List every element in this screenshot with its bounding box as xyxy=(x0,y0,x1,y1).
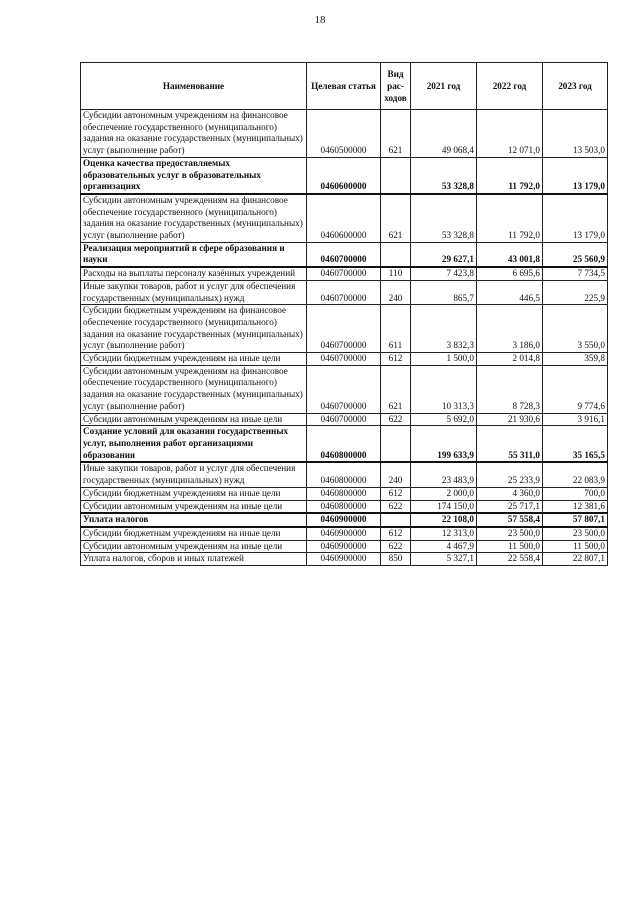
row-vr: 622 xyxy=(381,500,411,513)
row-2021: 199 633,9 xyxy=(411,426,477,463)
row-code: 0460900000 xyxy=(307,540,381,553)
row-2021: 174 150,0 xyxy=(411,500,477,513)
row-2023: 22 807,1 xyxy=(543,553,608,566)
table-row xyxy=(81,513,608,527)
row-2022: 22 558,4 xyxy=(477,553,543,566)
row-vr: 612 xyxy=(381,353,411,366)
row-2022: 6 695,6 xyxy=(477,267,543,280)
table-row xyxy=(81,267,608,280)
row-2021: 29 627,1 xyxy=(411,242,477,267)
row-2023: 9 774,6 xyxy=(543,365,608,413)
row-vr xyxy=(381,157,411,194)
row-2021: 5 692,0 xyxy=(411,413,477,426)
table-row xyxy=(81,462,608,487)
row-2021: 49 068,4 xyxy=(411,110,477,158)
row-2023: 13 503,0 xyxy=(543,110,608,158)
row-vr: 110 xyxy=(381,267,411,280)
row-name: Субсидии автономным учреждениям на иные цели xyxy=(81,540,307,553)
row-2021: 865,7 xyxy=(411,280,477,304)
row-code: 0460800000 xyxy=(307,462,381,487)
page-number: 18 xyxy=(314,14,326,26)
budget-table xyxy=(80,62,608,566)
row-vr: 240 xyxy=(381,280,411,304)
row-2022: 4 360,0 xyxy=(477,487,543,500)
table-row xyxy=(81,280,608,304)
row-vr xyxy=(381,513,411,527)
row-vr xyxy=(381,242,411,267)
header-vr: Вид рас-ходов xyxy=(381,63,411,110)
row-name: Создание условий для оказания государственных услуг, выполнения работ организациями образования xyxy=(81,426,307,463)
table-row xyxy=(81,500,608,513)
row-code: 0460800000 xyxy=(307,500,381,513)
row-name: Расходы на выплаты персоналу казённых учреждений xyxy=(81,267,307,280)
row-vr: 611 xyxy=(381,305,411,353)
row-code: 0460700000 xyxy=(307,365,381,413)
table-row xyxy=(81,553,608,566)
header-2022: 2022 год xyxy=(477,63,543,110)
table-header-row xyxy=(81,63,608,110)
row-2023: 12 381,6 xyxy=(543,500,608,513)
row-vr: 612 xyxy=(381,487,411,500)
row-2022: 11 500,0 xyxy=(477,540,543,553)
row-code: 0460600000 xyxy=(307,194,381,242)
row-2023: 13 179,0 xyxy=(543,194,608,242)
row-2023: 7 734,5 xyxy=(543,267,608,280)
row-name: Субсидии бюджетным учреждениям на финансовое обеспечение государственного (муниципального) задания на оказание государственных (муниципальных) услуг (выполнение работ) xyxy=(81,305,307,353)
row-code: 0460800000 xyxy=(307,487,381,500)
row-vr: 622 xyxy=(381,540,411,553)
row-2022: 25 233,9 xyxy=(477,462,543,487)
table-row xyxy=(81,540,608,553)
row-name: Субсидии автономным учреждениям на финансовое обеспечение государственного (муниципального) задания на оказание государственных (муниципальных) услуг (выполнение работ) xyxy=(81,110,307,158)
row-name: Субсидии бюджетным учреждениям на иные цели xyxy=(81,487,307,500)
row-2023: 3 916,1 xyxy=(543,413,608,426)
row-vr: 850 xyxy=(381,553,411,566)
row-name: Субсидии автономным учреждениям на финансовое обеспечение государственного (муниципального) задания на оказание государственных (муниципальных) услуг (выполнение работ) xyxy=(81,194,307,242)
row-code: 0460900000 xyxy=(307,513,381,527)
row-name: Субсидии бюджетным учреждениям на иные цели xyxy=(81,353,307,366)
table-row xyxy=(81,242,608,267)
row-code: 0460800000 xyxy=(307,426,381,463)
header-name: Наименование xyxy=(81,63,307,110)
row-2022: 8 728,3 xyxy=(477,365,543,413)
table-row xyxy=(81,194,608,242)
row-2023: 359,8 xyxy=(543,353,608,366)
row-vr: 621 xyxy=(381,365,411,413)
row-2022: 12 071,0 xyxy=(477,110,543,158)
table-row xyxy=(81,426,608,463)
row-name: Реализация мероприятий в сфере образования и науки xyxy=(81,242,307,267)
row-name: Субсидии бюджетным учреждениям на иные цели xyxy=(81,527,307,540)
table-row xyxy=(81,110,608,158)
row-2021: 2 000,0 xyxy=(411,487,477,500)
row-2021: 53 328,8 xyxy=(411,157,477,194)
row-2022: 11 792,0 xyxy=(477,194,543,242)
row-2023: 225,9 xyxy=(543,280,608,304)
row-2023: 25 560,9 xyxy=(543,242,608,267)
header-2021: 2021 год xyxy=(411,63,477,110)
row-2022: 57 558,4 xyxy=(477,513,543,527)
row-2023: 3 550,0 xyxy=(543,305,608,353)
row-code: 0460700000 xyxy=(307,267,381,280)
row-name: Субсидии автономным учреждениям на финансовое обеспечение государственного (муниципального) задания на оказание государственных (муниципальных) услуг (выполнение работ) xyxy=(81,365,307,413)
row-2022: 25 717,1 xyxy=(477,500,543,513)
row-vr: 621 xyxy=(381,110,411,158)
row-vr xyxy=(381,426,411,463)
table-row xyxy=(81,353,608,366)
row-2021: 23 483,9 xyxy=(411,462,477,487)
row-2021: 7 423,8 xyxy=(411,267,477,280)
row-name: Оценка качества предоставляемых образовательных услуг в образовательных организациях xyxy=(81,157,307,194)
row-code: 0460700000 xyxy=(307,242,381,267)
row-2021: 5 327,1 xyxy=(411,553,477,566)
row-code: 0460600000 xyxy=(307,157,381,194)
row-2022: 55 311,0 xyxy=(477,426,543,463)
row-code: 0460700000 xyxy=(307,353,381,366)
row-vr: 612 xyxy=(381,527,411,540)
row-code: 0460900000 xyxy=(307,553,381,566)
row-vr: 622 xyxy=(381,413,411,426)
row-name: Уплата налогов, сборов и иных платежей xyxy=(81,553,307,566)
row-2021: 12 313,0 xyxy=(411,527,477,540)
row-2023: 11 500,0 xyxy=(543,540,608,553)
row-code: 0460700000 xyxy=(307,280,381,304)
row-2023: 700,0 xyxy=(543,487,608,500)
table-row xyxy=(81,527,608,540)
row-2021: 4 467,9 xyxy=(411,540,477,553)
table-row xyxy=(81,413,608,426)
row-2021: 22 108,0 xyxy=(411,513,477,527)
row-vr: 621 xyxy=(381,194,411,242)
row-name: Субсидии автономным учреждениям на иные цели xyxy=(81,500,307,513)
row-code: 0460700000 xyxy=(307,305,381,353)
row-code: 0460700000 xyxy=(307,413,381,426)
row-2022: 21 930,6 xyxy=(477,413,543,426)
row-name: Уплата налогов xyxy=(81,513,307,527)
row-2023: 35 165,5 xyxy=(543,426,608,463)
table-row xyxy=(81,487,608,500)
table-row xyxy=(81,305,608,353)
header-code: Целевая статья xyxy=(307,63,381,110)
row-2022: 43 001,8 xyxy=(477,242,543,267)
row-2022: 11 792,0 xyxy=(477,157,543,194)
row-vr: 240 xyxy=(381,462,411,487)
row-2021: 53 328,8 xyxy=(411,194,477,242)
table-row xyxy=(81,365,608,413)
row-2022: 2 014,8 xyxy=(477,353,543,366)
row-2021: 10 313,3 xyxy=(411,365,477,413)
table-row xyxy=(81,157,608,194)
row-name: Иные закупки товаров, работ и услуг для обеспечения государственных (муниципальных) нужд xyxy=(81,280,307,304)
header-2023: 2023 год xyxy=(543,63,608,110)
row-name: Иные закупки товаров, работ и услуг для обеспечения государственных (муниципальных) нужд xyxy=(81,462,307,487)
row-2022: 3 186,0 xyxy=(477,305,543,353)
row-code: 0460900000 xyxy=(307,527,381,540)
row-2022: 23 500,0 xyxy=(477,527,543,540)
row-2023: 57 807,1 xyxy=(543,513,608,527)
row-2021: 3 832,3 xyxy=(411,305,477,353)
row-2023: 22 083,9 xyxy=(543,462,608,487)
row-2022: 446,5 xyxy=(477,280,543,304)
row-name: Субсидии автономным учреждениям на иные цели xyxy=(81,413,307,426)
row-code: 0460500000 xyxy=(307,110,381,158)
row-2021: 1 500,0 xyxy=(411,353,477,366)
row-2023: 13 179,0 xyxy=(543,157,608,194)
row-2023: 23 500,0 xyxy=(543,527,608,540)
